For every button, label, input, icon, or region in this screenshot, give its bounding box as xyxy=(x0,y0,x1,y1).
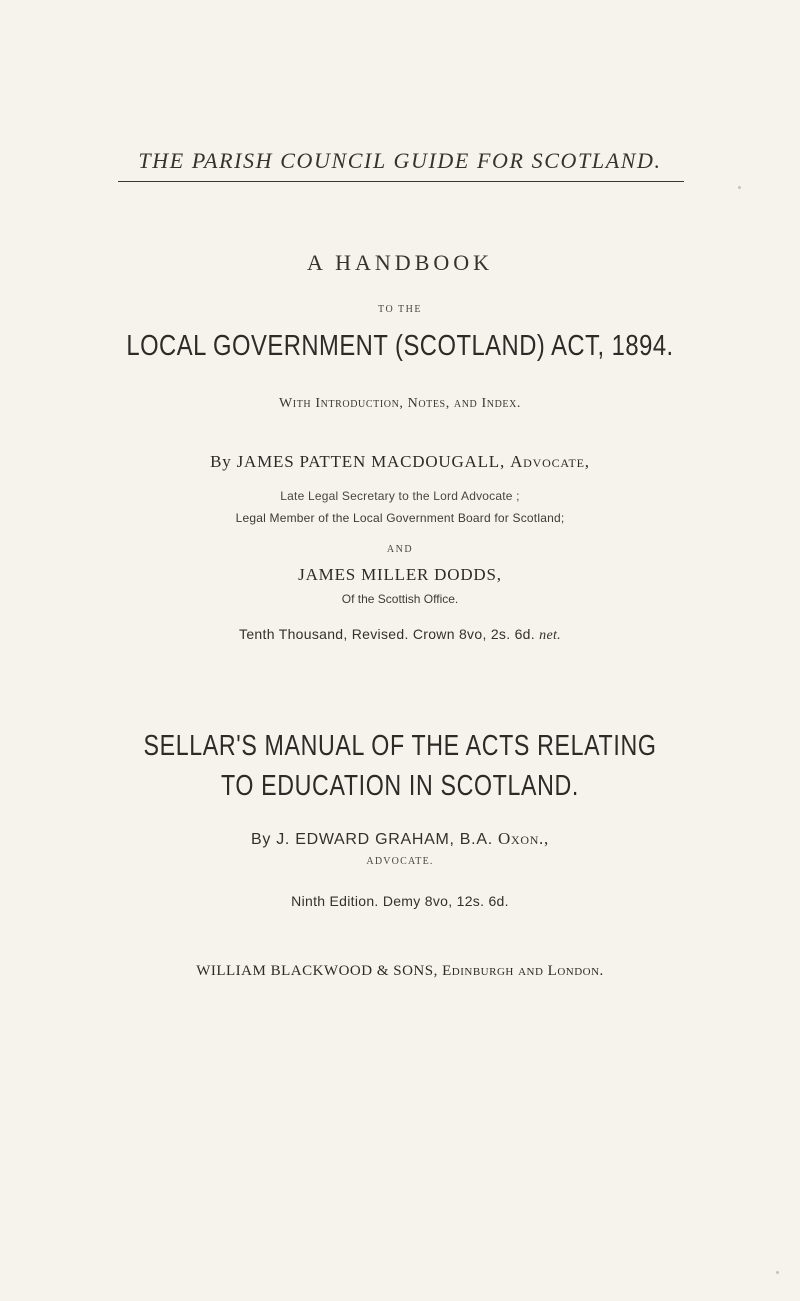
first-book-edition-text: Tenth Thousand, Revised. Crown 8vo, 2s. 6d. xyxy=(239,626,540,642)
net-label: net. xyxy=(539,628,561,643)
first-author-credential-1: Late Legal Secretary to the Lord Advocate ; xyxy=(280,489,520,503)
second-author-name: JAMES MILLER DODDS, xyxy=(298,565,502,584)
running-title: THE PARISH COUNCIL GUIDE FOR SCOTLAND. xyxy=(138,148,662,173)
and-conjunction: AND xyxy=(386,544,414,555)
first-book-edition xyxy=(0,626,800,644)
act-title: LOCAL GOVERNMENT (SCOTLAND) ACT, 1894. xyxy=(126,330,674,362)
publisher-places: Edinburgh and London. xyxy=(442,963,604,979)
manual-edition: Ninth Edition. Demy 8vo, 12s. 6d. xyxy=(291,893,509,909)
act-subtitle: With Introduction, Notes, and Index. xyxy=(278,396,522,411)
first-author-credential-2: Legal Member of the Local Government Board for Scotland; xyxy=(235,511,565,525)
manual-title-line-2: TO EDUCATION IN SCOTLAND. xyxy=(220,770,580,802)
second-author-credential: Of the Scottish Office. xyxy=(341,592,459,606)
publisher-name: WILLIAM BLACKWOOD & SONS, xyxy=(196,963,443,979)
manual-author-oxon: Oxon., xyxy=(497,829,549,848)
publisher-line xyxy=(0,963,800,980)
manual-author-name: By J. EDWARD GRAHAM, B.A. xyxy=(251,831,498,848)
first-author-name: By JAMES PATTEN MACDOUGALL, xyxy=(210,452,511,471)
handbook-kicker: A HANDBOOK xyxy=(306,250,494,275)
manual-author-line xyxy=(0,829,800,849)
first-author-role: Advocate, xyxy=(510,452,590,471)
first-author-line xyxy=(0,452,800,472)
manual-title-line-1: SELLAR'S MANUAL OF THE ACTS RELATING xyxy=(143,730,657,762)
to-the-label: TO THE xyxy=(378,304,422,315)
paper-speck xyxy=(738,186,741,189)
paper-speck xyxy=(776,1271,779,1274)
title-rule xyxy=(118,181,684,182)
manual-author-role: ADVOCATE. xyxy=(366,856,434,867)
